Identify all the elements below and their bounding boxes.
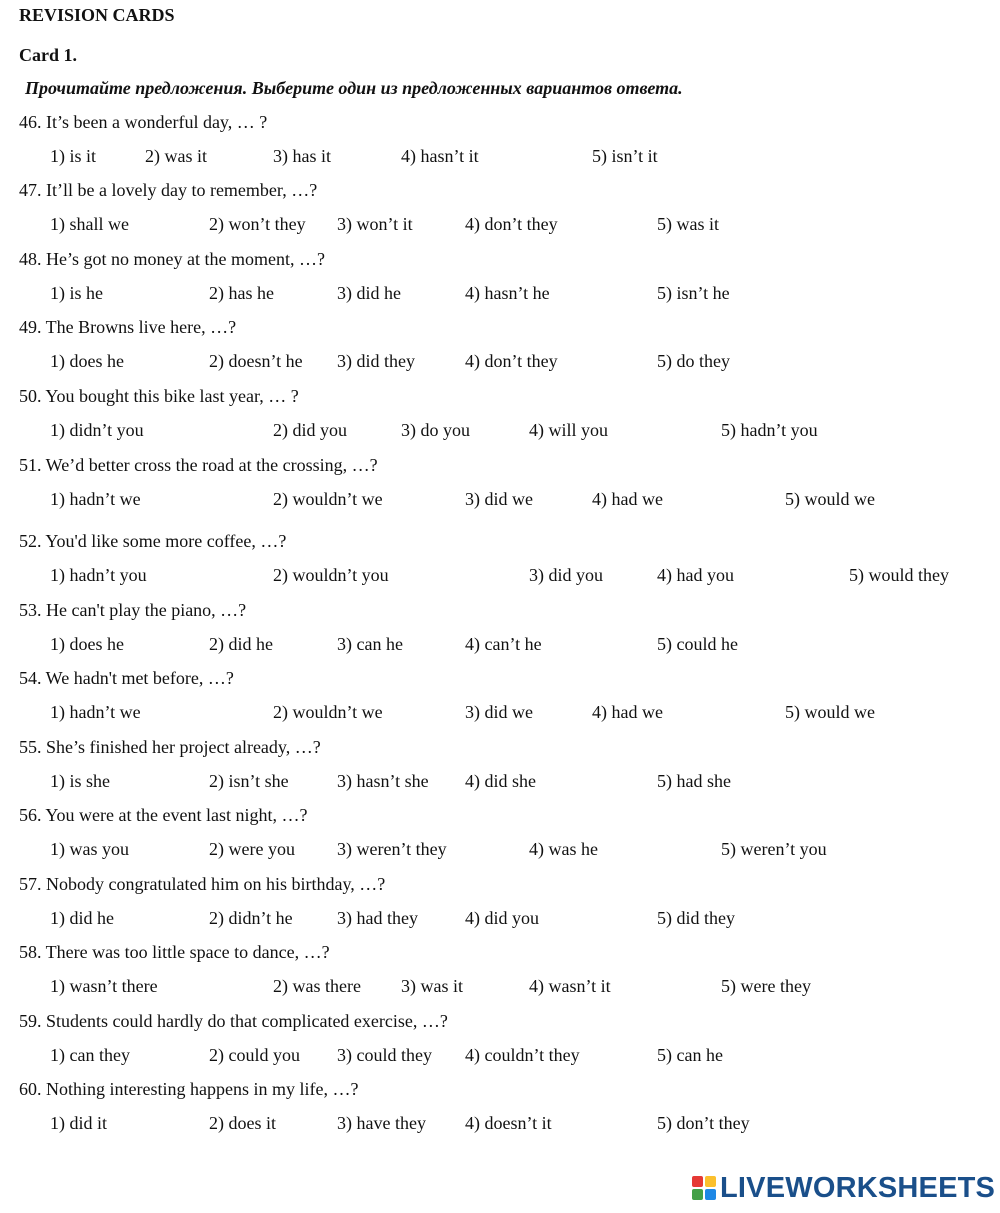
answer-option[interactable]: 3) have they bbox=[337, 1113, 426, 1133]
question-text: 52. You'd like some more coffee, …? bbox=[19, 531, 287, 551]
question-text: 51. We’d better cross the road at the crossing, …? bbox=[19, 455, 378, 475]
answer-option[interactable]: 3) hasn’t she bbox=[337, 771, 429, 791]
answer-option[interactable]: 5) isn’t it bbox=[592, 146, 658, 166]
instruction-text: Прочитайте предложения. Выберите один из предложенных вариантов ответа. bbox=[25, 78, 683, 98]
answer-option[interactable]: 4) hasn’t it bbox=[401, 146, 479, 166]
answer-option[interactable]: 3) has it bbox=[273, 146, 331, 166]
question-text: 58. There was too little space to dance, …? bbox=[19, 942, 330, 962]
answer-option[interactable]: 2) does it bbox=[209, 1113, 276, 1133]
answer-option[interactable]: 3) did we bbox=[465, 702, 533, 722]
answer-option[interactable]: 4) had you bbox=[657, 565, 734, 585]
liveworksheets-icon bbox=[692, 1176, 716, 1200]
answer-option[interactable]: 2) wouldn’t you bbox=[273, 565, 389, 585]
answer-option[interactable]: 5) did they bbox=[657, 908, 735, 928]
answer-option[interactable]: 4) don’t they bbox=[465, 214, 558, 234]
answer-option[interactable]: 2) was it bbox=[145, 146, 207, 166]
question-text: 48. He’s got no money at the moment, …? bbox=[19, 249, 325, 269]
answer-option[interactable]: 1) is he bbox=[50, 283, 103, 303]
answer-option[interactable]: 4) wasn’t it bbox=[529, 976, 611, 996]
question-text: 57. Nobody congratulated him on his birthday, …? bbox=[19, 874, 386, 894]
answer-option[interactable]: 4) did you bbox=[465, 908, 539, 928]
answer-option[interactable]: 3) do you bbox=[401, 420, 470, 440]
answer-option[interactable]: 4) hasn’t he bbox=[465, 283, 550, 303]
answer-option[interactable]: 1) didn’t you bbox=[50, 420, 144, 440]
answer-option[interactable]: 1) shall we bbox=[50, 214, 129, 234]
answer-option[interactable]: 3) did we bbox=[465, 489, 533, 509]
answer-option[interactable]: 5) can he bbox=[657, 1045, 723, 1065]
question-text: 50. You bought this bike last year, … ? bbox=[19, 386, 299, 406]
answer-option[interactable]: 4) did she bbox=[465, 771, 536, 791]
answer-option[interactable]: 4) had we bbox=[592, 702, 663, 722]
answer-option[interactable]: 4) will you bbox=[529, 420, 608, 440]
answer-option[interactable]: 4) couldn’t they bbox=[465, 1045, 580, 1065]
answer-option[interactable]: 1) was you bbox=[50, 839, 129, 859]
answer-option[interactable]: 2) could you bbox=[209, 1045, 300, 1065]
answer-option[interactable]: 3) was it bbox=[401, 976, 463, 996]
answer-option[interactable]: 3) did they bbox=[337, 351, 415, 371]
answer-option[interactable]: 1) is she bbox=[50, 771, 110, 791]
answer-option[interactable]: 3) can he bbox=[337, 634, 403, 654]
answer-option[interactable]: 1) does he bbox=[50, 634, 124, 654]
answer-option[interactable]: 4) had we bbox=[592, 489, 663, 509]
question-text: 60. Nothing interesting happens in my life, …? bbox=[19, 1079, 359, 1099]
answer-option[interactable]: 1) is it bbox=[50, 146, 97, 166]
liveworksheets-logo bbox=[692, 1172, 995, 1204]
answer-option[interactable]: 3) could they bbox=[337, 1045, 432, 1065]
answer-option[interactable]: 1) did it bbox=[50, 1113, 107, 1133]
question-text: 59. Students could hardly do that complicated exercise, …? bbox=[19, 1011, 448, 1031]
answer-option[interactable]: 1) hadn’t we bbox=[50, 702, 141, 722]
answer-option[interactable]: 1) hadn’t we bbox=[50, 489, 141, 509]
question-text: 46. It’s been a wonderful day, … ? bbox=[19, 112, 268, 132]
answer-option[interactable]: 1) wasn’t there bbox=[50, 976, 158, 996]
answer-option[interactable]: 4) don’t they bbox=[465, 351, 558, 371]
answer-option[interactable]: 5) do they bbox=[657, 351, 730, 371]
answer-option[interactable]: 2) did you bbox=[273, 420, 347, 440]
question-text: 54. We hadn't met before, …? bbox=[19, 668, 234, 688]
answer-option[interactable]: 3) won’t it bbox=[337, 214, 413, 234]
answer-option[interactable]: 5) were they bbox=[721, 976, 811, 996]
answer-option[interactable]: 5) would they bbox=[849, 565, 949, 585]
answer-option[interactable]: 5) weren’t you bbox=[721, 839, 827, 859]
answer-option[interactable]: 3) did he bbox=[337, 283, 401, 303]
answer-option[interactable]: 3) did you bbox=[529, 565, 603, 585]
question-text: 56. You were at the event last night, …? bbox=[19, 805, 308, 825]
card-heading: Card 1. bbox=[19, 45, 77, 65]
answer-option[interactable]: 4) doesn’t it bbox=[465, 1113, 552, 1133]
answer-option[interactable]: 1) does he bbox=[50, 351, 124, 371]
answer-option[interactable]: 4) was he bbox=[529, 839, 598, 859]
answer-option[interactable]: 2) won’t they bbox=[209, 214, 306, 234]
question-text: 55. She’s finished her project already, …? bbox=[19, 737, 321, 757]
answer-option[interactable]: 2) were you bbox=[209, 839, 295, 859]
question-text: 49. The Browns live here, …? bbox=[19, 317, 237, 337]
answer-option[interactable]: 5) would we bbox=[785, 489, 875, 509]
answer-option[interactable]: 1) hadn’t you bbox=[50, 565, 147, 585]
answer-option[interactable]: 2) wouldn’t we bbox=[273, 489, 383, 509]
answer-option[interactable]: 5) was it bbox=[657, 214, 719, 234]
answer-option[interactable]: 5) could he bbox=[657, 634, 738, 654]
answer-option[interactable]: 3) weren’t they bbox=[337, 839, 447, 859]
answer-option[interactable]: 3) had they bbox=[337, 908, 418, 928]
answer-option[interactable]: 5) had she bbox=[657, 771, 731, 791]
answer-option[interactable]: 2) did he bbox=[209, 634, 273, 654]
answer-option[interactable]: 2) didn’t he bbox=[209, 908, 293, 928]
answer-option[interactable]: 2) was there bbox=[273, 976, 361, 996]
answer-option[interactable]: 1) did he bbox=[50, 908, 114, 928]
answer-option[interactable]: 1) can they bbox=[50, 1045, 130, 1065]
question-text: 47. It’ll be a lovely day to remember, …? bbox=[19, 180, 318, 200]
question-text: 53. He can't play the piano, …? bbox=[19, 600, 247, 620]
answer-option[interactable]: 4) can’t he bbox=[465, 634, 542, 654]
answer-option[interactable]: 2) isn’t she bbox=[209, 771, 289, 791]
logo-text: LIVEWORKSHEETS bbox=[720, 1171, 996, 1204]
answer-option[interactable]: 5) isn’t he bbox=[657, 283, 730, 303]
answer-option[interactable]: 5) don’t they bbox=[657, 1113, 750, 1133]
answer-option[interactable]: 2) doesn’t he bbox=[209, 351, 303, 371]
answer-option[interactable]: 2) wouldn’t we bbox=[273, 702, 383, 722]
page-title: REVISION CARDS bbox=[19, 5, 175, 25]
answer-option[interactable]: 5) would we bbox=[785, 702, 875, 722]
answer-option[interactable]: 5) hadn’t you bbox=[721, 420, 818, 440]
answer-option[interactable]: 2) has he bbox=[209, 283, 274, 303]
